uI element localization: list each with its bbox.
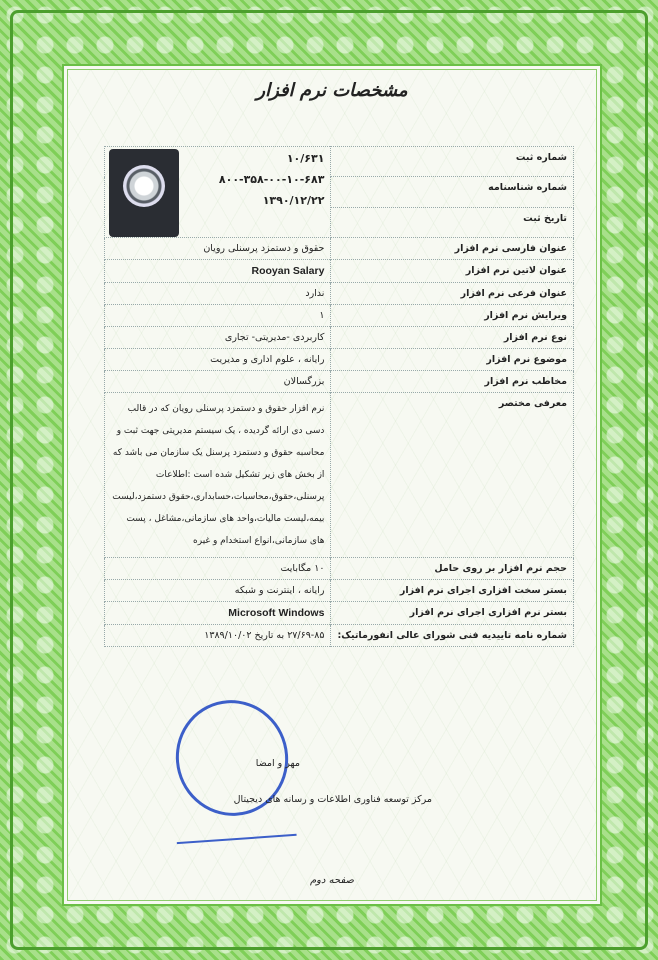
row-value: رایانه ، علوم اداری و مدیریت — [105, 349, 331, 371]
page-footer: صفحه دوم — [309, 875, 355, 886]
spec-table — [104, 146, 574, 647]
table-row — [105, 602, 574, 625]
row-label: بستر سخت افزاری اجرای نرم افزار — [331, 580, 574, 602]
row-label: عنوان لاتین نرم افزار — [331, 260, 574, 283]
table-row — [105, 238, 574, 260]
row-value: ندارد — [105, 283, 331, 305]
row-value: Microsoft Windows — [105, 602, 331, 625]
row-label: عنوان فارسی نرم افزار — [331, 238, 574, 260]
table-row — [105, 349, 574, 371]
row-value: کاربردی -مدیریتی- تجاری — [105, 327, 331, 349]
registration-number: ۱۰/۶۳۱ — [286, 152, 325, 165]
row-label: بستر نرم افزاری اجرای نرم افزار — [331, 602, 574, 625]
certificate-panel — [62, 64, 602, 906]
row-value: رایانه ، اینترنت و شبکه — [105, 580, 331, 602]
table-row — [105, 305, 574, 327]
stamp-label: مهر و امضا — [255, 758, 300, 769]
table-row — [105, 327, 574, 349]
table-row — [105, 260, 574, 283]
row-label: نوع نرم افزار — [331, 327, 574, 349]
row-label: ویرایش نرم افزار — [331, 305, 574, 327]
table-row — [105, 580, 574, 602]
issuing-organization: مرکز توسعه فناوری اطلاعات و رسانه های دیجیتال — [233, 794, 432, 805]
id-number: ۸۰۰-۳۵۸-۰۰-۱۰-۶۸۳ — [218, 173, 325, 186]
registration-date: ۱۳۹۰/۱۲/۲۲ — [262, 194, 325, 207]
hologram-logo-icon — [109, 149, 179, 237]
row-value: نرم افزار حقوق و دستمزد پرسنلی رویان که در قالب دسی دی ارائه گردیده ، یک سیستم مدیریتی جهت ثبت و محاسبه حقوق و دستمزد پرسنل یک سازمان می باشد که از بخش های زیر تشکیل شده است :اطلاعات پرسنلی،حقوق،محاسبات،حسابداری،حقوق دستمزد،لیست بیمه،لیست مالیات،واحد های سازمانی،مشاغل ، پست های سازمانی،انواع استخدام و غیره — [105, 393, 331, 558]
row-label: عنوان فرعی نرم افزار — [331, 283, 574, 305]
row-label: حجم نرم افزار بر روی حامل — [331, 558, 574, 580]
table-row — [105, 283, 574, 305]
row-label: شماره نامه تاییدیه فنی شورای عالی انفورماتیک: — [331, 625, 574, 647]
table-row — [105, 393, 574, 558]
document-title: مشخصات نرم افزار — [256, 80, 408, 101]
row-value: Rooyan Salary — [105, 260, 331, 283]
row-value: بزرگسالان — [105, 371, 331, 393]
row-label: تاریخ ثبت — [331, 207, 574, 237]
row-value: ۱۰ مگابایت — [105, 558, 331, 580]
row-value: حقوق و دستمزد پرسنلی رویان — [105, 238, 331, 260]
emblem-icon — [123, 165, 165, 207]
row-label: موضوع نرم افزار — [331, 349, 574, 371]
row-label: معرفی مختصر — [331, 393, 574, 558]
table-row — [105, 371, 574, 393]
table-row — [105, 558, 574, 580]
row-value: ۲۷/۶۹-۸۵ به تاریخ ۱۳۸۹/۱۰/۰۲ — [105, 625, 331, 647]
row-label: شماره ثبت — [331, 147, 574, 177]
row-label: مخاطب نرم افزار — [331, 371, 574, 393]
row-value: ۱ — [105, 305, 331, 327]
table-row — [105, 147, 574, 177]
row-label: شماره شناسنامه — [331, 177, 574, 207]
signature-icon — [175, 814, 296, 844]
table-row — [105, 625, 574, 647]
registry-cell — [105, 147, 331, 238]
